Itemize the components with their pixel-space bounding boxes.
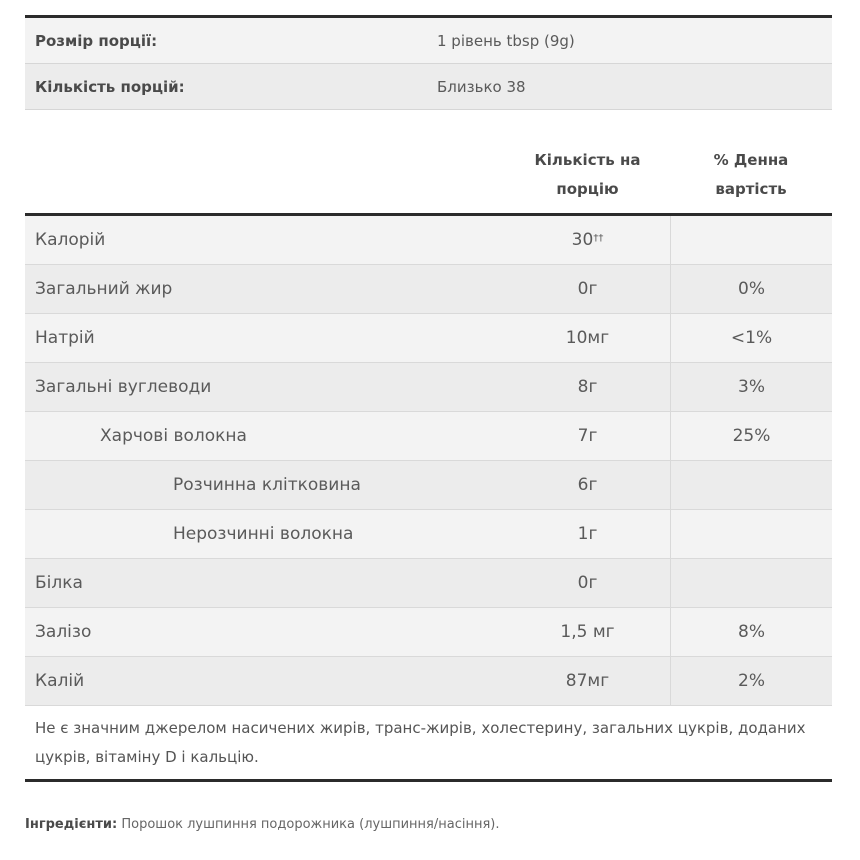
nutrient-name: Калій	[35, 671, 85, 691]
nutrition-facts-table	[25, 15, 832, 782]
amount-per-serving-header	[505, 146, 670, 213]
nutrient-dv: 0%	[738, 279, 765, 299]
table-row	[25, 461, 832, 510]
nutrient-amount: 10мг	[505, 314, 671, 362]
serving-size-row	[25, 18, 832, 64]
table-row	[25, 608, 832, 657]
nutrient-amount: 8г	[505, 363, 671, 411]
serving-size-label: Розмір порції:	[35, 31, 158, 50]
nutrient-name: Нерозчинні волокна	[173, 524, 354, 544]
table-row	[25, 510, 832, 559]
table-row	[25, 559, 832, 608]
nutrient-amount: 6г	[505, 461, 671, 509]
daily-value-header	[670, 146, 832, 213]
nutrient-name: Калорій	[35, 230, 106, 250]
nutrient-dv: 3%	[738, 377, 765, 397]
nutrient-dv: <1%	[730, 328, 773, 348]
ingredients-text: Порошок лушпиння подорожника (лушпиння/насіння).	[121, 817, 500, 832]
ingredients	[25, 817, 500, 832]
servings-count-value: Близько 38	[437, 77, 526, 96]
table-row	[25, 657, 832, 706]
nutrient-amount: 0г	[505, 559, 671, 607]
amount-value: 30	[571, 230, 594, 250]
dv-header-line2: вартість	[715, 180, 787, 198]
table-row	[25, 216, 832, 265]
bottom-border	[25, 779, 832, 782]
nutrient-dv	[671, 461, 832, 509]
servings-count-label: Кількість порцій:	[35, 77, 185, 96]
nutrient-name: Залізо	[35, 622, 92, 642]
nutrient-name: Харчові волокна	[100, 426, 247, 446]
nutrient-amount: 7г	[505, 412, 671, 460]
footnote: Не є значним джерелом насичених жирів, транс-жирів, холестерину, загальних цукрів, доданих цукрів, вітаміну D і кальцію.	[35, 719, 806, 766]
dv-header-line1: % Денна	[713, 151, 789, 169]
table-row	[25, 363, 832, 412]
nutrient-amount	[505, 216, 671, 264]
nutrient-name: Розчинна клітковина	[173, 475, 361, 495]
nutrient-dv: 2%	[738, 671, 765, 691]
table-row	[25, 412, 832, 461]
servings-count-row	[25, 64, 832, 110]
table-header	[25, 110, 832, 213]
table-row	[25, 265, 832, 314]
nutrient-amount: 0г	[505, 265, 671, 313]
amount-header-line1: Кількість на	[534, 151, 641, 169]
table-row	[25, 314, 832, 363]
nutrient-dv	[671, 216, 832, 264]
nutrient-amount: 1г	[505, 510, 671, 558]
nutrient-amount: 87мг	[505, 657, 671, 705]
amount-header-line2: порцію	[556, 180, 619, 198]
nutrient-dv	[671, 510, 832, 558]
nutrient-name: Натрій	[35, 328, 95, 348]
nutrient-dv	[671, 559, 832, 607]
nutrient-dv: 8%	[738, 622, 765, 642]
amount-footnote-mark: ††	[593, 232, 604, 244]
nutrient-amount: 1,5 мг	[505, 608, 671, 656]
nutrient-dv: 25%	[732, 426, 771, 446]
nutrient-name: Загальний жир	[35, 279, 173, 299]
nutrient-name: Білка	[35, 573, 83, 593]
serving-size-value: 1 рівень tbsp (9g)	[437, 31, 575, 50]
nutrient-name: Загальні вуглеводи	[35, 377, 212, 397]
ingredients-label: Інгредієнти:	[25, 817, 118, 832]
